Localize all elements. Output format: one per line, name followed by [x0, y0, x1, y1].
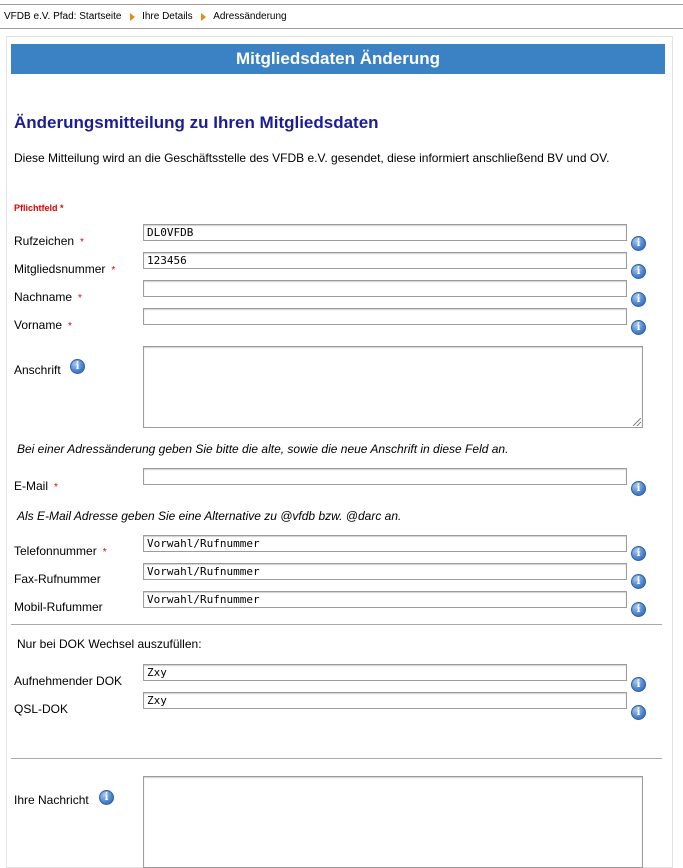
nachname-label: Nachname * [14, 290, 82, 304]
breadcrumb-border [0, 28, 683, 29]
info-icon[interactable]: i [631, 264, 646, 279]
info-icon[interactable]: i [99, 790, 114, 805]
vorname-input[interactable] [143, 308, 627, 325]
required-star: * [80, 237, 84, 248]
section-divider [11, 758, 662, 759]
breadcrumb-prefix: Pfad: [53, 11, 77, 22]
required-star: * [111, 265, 116, 276]
qsl-dok-label: QSL-DOK [14, 702, 69, 716]
info-icon[interactable]: i [631, 320, 646, 335]
email-hint: Als E-Mail Adresse geben Sie eine Alternative zu @vfdb bzw. @darc an. [17, 509, 402, 523]
mobil-label: Mobil-Rufummer [14, 600, 103, 614]
rufzeichen-input[interactable]: DL0VFDB [143, 224, 627, 241]
info-icon[interactable]: i [631, 574, 646, 589]
qsl-dok-input[interactable]: Zxy [143, 692, 627, 709]
required-star: * [78, 293, 82, 304]
info-icon[interactable]: i [631, 546, 646, 561]
info-icon[interactable]: i [631, 705, 646, 720]
nachricht-label: Ihre Nachricht [14, 793, 89, 807]
aufnehmender-dok-input[interactable]: Zxy [143, 664, 627, 681]
breadcrumb-site: VFDB e.V. [4, 11, 51, 22]
mobil-input[interactable]: Vorwahl/Rufnummer [143, 591, 627, 608]
nachricht-textarea[interactable] [143, 776, 643, 868]
info-icon[interactable]: i [70, 359, 85, 374]
resize-grip-icon[interactable] [633, 418, 641, 426]
info-icon[interactable]: i [631, 602, 646, 617]
fax-input[interactable]: Vorwahl/Rufnummer [143, 563, 627, 580]
top-border [0, 4, 683, 5]
section-divider [11, 624, 662, 625]
nachname-input[interactable] [143, 280, 627, 297]
email-label: E-Mail * [14, 479, 58, 493]
required-star: * [54, 482, 58, 493]
breadcrumb-current: Adressänderung [213, 11, 287, 22]
page-title: Änderungsmitteilung zu Ihren Mitgliedsdaten [14, 113, 379, 132]
rufzeichen-label: Rufzeichen * [14, 234, 84, 248]
info-icon[interactable]: i [631, 677, 646, 692]
email-input[interactable] [143, 468, 627, 485]
dok-change-note: Nur bei DOK Wechsel auszufüllen: [17, 637, 202, 651]
intro-text: Diese Mitteilung wird an die Geschäftsstelle des VFDB e.V. gesendet, diese informiert anschließend BV und OV. [14, 151, 610, 165]
required-star: * [102, 547, 107, 558]
triangle-right-icon [130, 13, 135, 21]
vorname-label: Vorname * [14, 318, 72, 332]
mitgliedsnummer-input[interactable]: 123456 [143, 252, 627, 269]
info-icon[interactable]: i [631, 292, 646, 307]
telefon-input[interactable]: Vorwahl/Rufnummer [143, 535, 627, 552]
triangle-right-icon [201, 13, 206, 21]
page-banner: Mitgliedsdaten Änderung [11, 44, 665, 74]
telefon-label: Telefonnummer * [14, 544, 107, 558]
breadcrumb [4, 11, 287, 22]
mitgliedsnummer-label: Mitgliedsnummer * [14, 262, 116, 276]
breadcrumb-link-ihre-details[interactable]: Ihre Details [142, 11, 193, 22]
anschrift-label: Anschrift [14, 363, 61, 377]
required-star: * [68, 321, 72, 332]
anschrift-textarea[interactable] [143, 346, 643, 428]
aufnehmender-dok-label: Aufnehmender DOK [14, 674, 123, 688]
address-hint: Bei einer Adressänderung geben Sie bitte die alte, sowie die neue Anschrift in diese Feld an. [17, 442, 509, 456]
breadcrumb-link-startseite[interactable]: Startseite [79, 11, 122, 22]
info-icon[interactable]: i [631, 236, 646, 251]
fax-label: Fax-Rufnummer [14, 572, 101, 586]
info-icon[interactable]: i [631, 481, 646, 496]
required-field-note: Pflichtfeld * [14, 203, 64, 213]
